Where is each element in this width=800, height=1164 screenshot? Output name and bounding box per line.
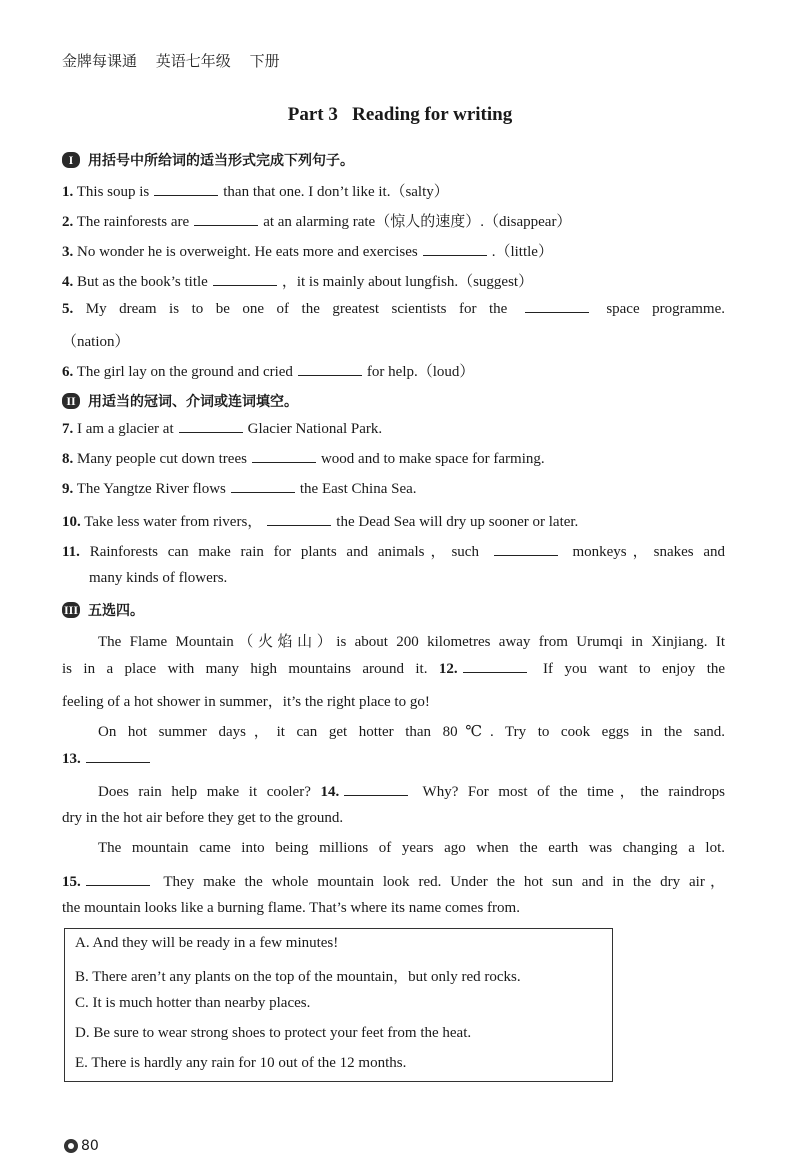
page-number-text: 80 bbox=[81, 1138, 99, 1154]
question-6 bbox=[62, 360, 474, 381]
passage-line bbox=[98, 780, 725, 801]
page-title: Part 3 Reading for writing bbox=[287, 104, 513, 125]
option-b: B. There aren’t any plants on the top of the mountain，but only red rocks. bbox=[75, 969, 521, 985]
question-text: Take less water from rivers， bbox=[84, 514, 263, 530]
question-text: space programme. bbox=[606, 301, 726, 317]
passage-line bbox=[62, 750, 155, 768]
question-1 bbox=[62, 180, 449, 201]
question-number: 8. bbox=[62, 451, 74, 467]
option-a: A. And they will be ready in a few minutes! bbox=[75, 935, 339, 951]
passage-text: They make the whole mountain look red. Under the hot sun and in the dry air， bbox=[163, 874, 725, 890]
answer-blank[interactable] bbox=[154, 183, 218, 196]
question-text: I am a glacier at bbox=[77, 421, 174, 437]
answer-blank[interactable] bbox=[179, 420, 243, 433]
question-number: 13. bbox=[62, 751, 81, 767]
question-text: the Dead Sea will dry up sooner or later. bbox=[336, 514, 579, 530]
passage-line bbox=[62, 870, 725, 891]
volume-name: 下册 bbox=[249, 52, 280, 70]
section-1-heading bbox=[62, 150, 354, 170]
option-c: C. It is much hotter than nearby places. bbox=[75, 995, 311, 1011]
passage-line: dry in the hot air before they get to the ground. bbox=[62, 810, 344, 826]
question-2 bbox=[62, 210, 571, 231]
question-text: The girl lay on the ground and cried bbox=[76, 364, 293, 380]
passage-text: If you want to enjoy the bbox=[543, 661, 726, 677]
question-4 bbox=[62, 270, 533, 291]
question-text: ，it is mainly about lungfish.（suggest） bbox=[281, 274, 534, 290]
question-text: Many people cut down trees bbox=[77, 451, 247, 467]
page-marker-icon bbox=[64, 1139, 78, 1153]
question-text: But as the book’s title bbox=[77, 274, 208, 290]
question-number: 11. bbox=[62, 544, 80, 560]
question-number: 9. bbox=[62, 481, 74, 497]
answer-blank[interactable] bbox=[86, 873, 150, 886]
answer-blank[interactable] bbox=[494, 543, 558, 556]
question-9 bbox=[62, 480, 417, 498]
question-text: Rainforests can make rain for plants and animals，such bbox=[89, 544, 479, 560]
question-11-continued: many kinds of flowers. bbox=[89, 570, 228, 586]
question-3 bbox=[62, 240, 553, 261]
question-number: 15. bbox=[62, 874, 81, 890]
question-text: for help.（loud） bbox=[366, 364, 475, 380]
question-number: 14. bbox=[320, 784, 340, 800]
answer-blank[interactable] bbox=[298, 363, 362, 376]
question-text: .（little） bbox=[491, 244, 553, 260]
answer-blank[interactable] bbox=[344, 783, 408, 796]
question-8 bbox=[62, 450, 545, 468]
section-2-title: 用适当的冠词、介词或连词填空。 bbox=[88, 394, 298, 410]
question-11 bbox=[62, 540, 725, 561]
passage-text: Why? For most of the time，the raindrops bbox=[422, 784, 725, 800]
question-number: 2. bbox=[62, 214, 74, 230]
section-3-badge: III bbox=[63, 603, 78, 617]
passage-line: The mountain came into being millions of years ago when the earth was changing a lot. bbox=[98, 840, 725, 856]
running-header bbox=[62, 50, 294, 71]
question-number: 3. bbox=[62, 244, 74, 260]
question-text: The rainforests are bbox=[76, 214, 190, 230]
passage-line: feeling of a hot shower in summer，it’s the right place to go! bbox=[62, 694, 430, 710]
section-3-title: 五选四。 bbox=[88, 603, 144, 619]
question-number: 5. bbox=[62, 301, 74, 317]
section-2-badge: II bbox=[62, 393, 80, 409]
question-5 bbox=[62, 300, 725, 318]
question-5-continued: （nation） bbox=[62, 334, 130, 350]
answer-blank[interactable] bbox=[86, 750, 150, 763]
passage-text: is in a place with many high mountains around it. bbox=[62, 661, 428, 677]
page-number bbox=[64, 1138, 99, 1154]
question-number: 1. bbox=[62, 184, 74, 200]
passage-line: The Flame Mountain（火焰山）is about 200 kilometres away from Urumqi in Xinjiang. It bbox=[98, 634, 725, 650]
answer-blank[interactable] bbox=[267, 513, 331, 526]
question-text: Glacier National Park. bbox=[247, 421, 383, 437]
question-text: No wonder he is overweight. He eats more and exercises bbox=[77, 244, 418, 260]
subject-name: 英语七年级 bbox=[155, 52, 231, 70]
question-text: The Yangtze River flows bbox=[76, 481, 226, 497]
question-text: My dream is to be one of the greatest scientists for the bbox=[85, 301, 508, 317]
question-number: 7. bbox=[62, 421, 74, 437]
passage-line bbox=[62, 660, 725, 678]
section-1-title: 用括号中所给词的适当形式完成下列句子。 bbox=[88, 153, 354, 169]
question-text: monkeys，snakes and bbox=[572, 544, 726, 560]
question-number: 4. bbox=[62, 274, 74, 290]
section-1-badge: I bbox=[62, 152, 80, 168]
answer-blank[interactable] bbox=[463, 660, 527, 673]
question-text: wood and to make space for farming. bbox=[320, 451, 545, 467]
question-7 bbox=[62, 420, 382, 438]
question-number: 12. bbox=[438, 661, 458, 677]
answer-blank[interactable] bbox=[525, 300, 589, 313]
answer-blank[interactable] bbox=[194, 213, 258, 226]
question-number: 10. bbox=[62, 514, 81, 530]
answer-blank[interactable] bbox=[213, 273, 277, 286]
answer-blank[interactable] bbox=[252, 450, 316, 463]
section-3-heading bbox=[62, 600, 144, 620]
passage-line: the mountain looks like a burning flame. That’s where its name comes from. bbox=[62, 900, 520, 916]
question-text: This soup is bbox=[76, 184, 150, 200]
question-text: at an alarming rate（惊人的速度）.（disappear） bbox=[263, 214, 572, 230]
option-d: D. Be sure to wear strong shoes to protect your feet from the heat. bbox=[75, 1025, 472, 1041]
answer-blank[interactable] bbox=[423, 243, 487, 256]
option-e: E. There is hardly any rain for 10 out of the 12 months. bbox=[75, 1055, 407, 1071]
section-2-heading bbox=[62, 391, 298, 411]
options-box bbox=[64, 928, 613, 1082]
question-10 bbox=[62, 510, 578, 531]
passage-line: On hot summer days，it can get hotter than 80℃. Try to cook eggs in the sand. bbox=[98, 724, 725, 740]
passage-text: Does rain help make it cooler? bbox=[98, 784, 311, 800]
answer-blank[interactable] bbox=[231, 480, 295, 493]
book-name: 金牌每课通 bbox=[62, 52, 138, 70]
question-text: the East China Sea. bbox=[299, 481, 417, 497]
question-text: than that one. I don’t like it.（salty） bbox=[223, 184, 449, 200]
question-number: 6. bbox=[62, 364, 74, 380]
